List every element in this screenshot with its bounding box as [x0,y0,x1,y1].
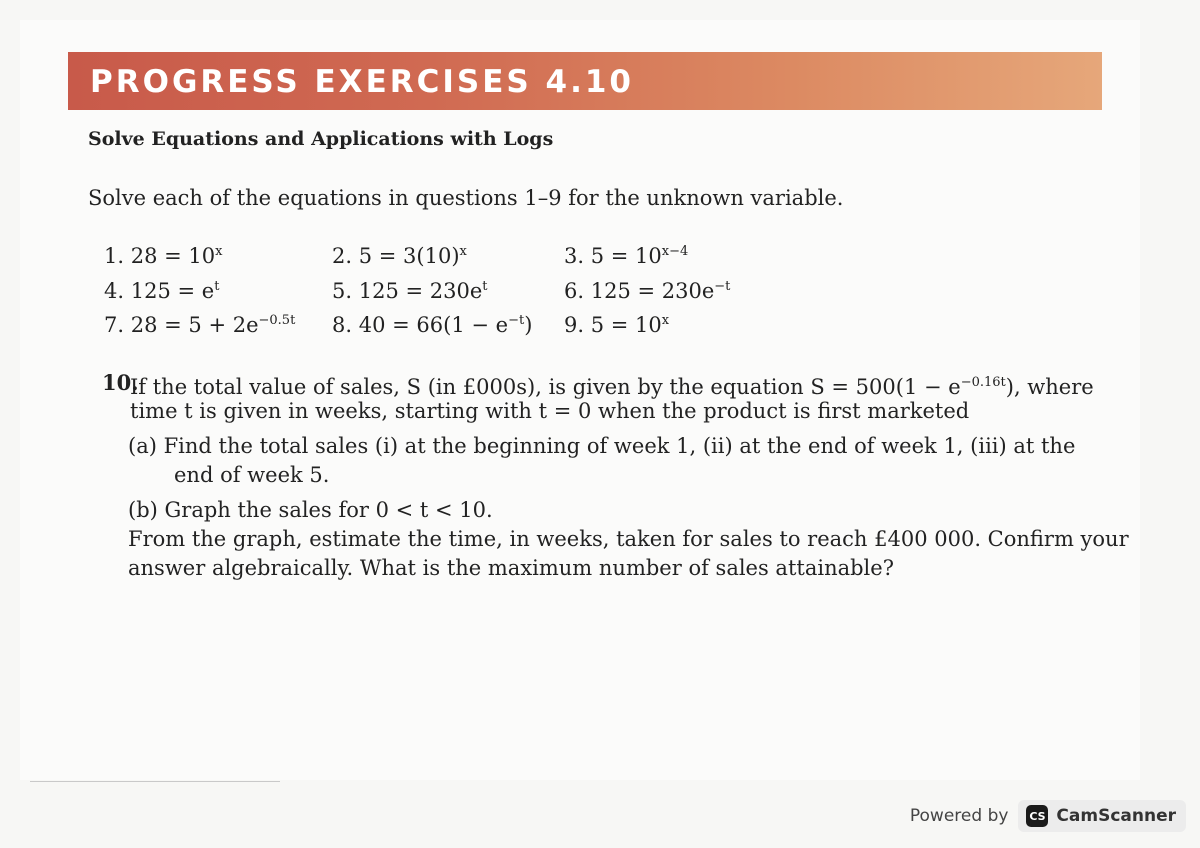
equation-3: 3. $5 = 10^{x-4}$ [564,244,689,268]
equation-9: 9. $5 = 10^x$ [564,313,670,337]
page-divider [30,781,280,782]
powered-by-label: Powered by [909,806,1009,826]
equation-7: 7. $28 = 5 + 2e^{-0.5t}$ [104,313,296,337]
equation-2: 2. $5 = 3(10)^x$ [332,244,467,268]
camscanner-logo-icon: CS [1026,805,1048,827]
equation-4: 4. $125 = e^t$ [104,279,220,303]
instruction-text: Solve each of the equations in questions 1–9 for the unknown variable. [88,186,844,210]
scanner-watermark [910,798,1186,834]
equation-5: 5. $125 = 230e^t$ [332,279,488,303]
section-header-bar [68,52,1102,110]
question-10-line-2: time t is given in weeks, starting with t = 0 when the product is first marketed [130,399,970,423]
camscanner-badge [1018,800,1186,832]
section-title: PROGRESS EXERCISES 4.10 [90,64,635,100]
camscanner-brand: CamScanner [1056,806,1176,826]
question-10-part-a: (a) Find the total sales (i) at the beginning of week 1, (ii) at the end of week 1, (iii) at the [128,434,1076,458]
question-10-line-1: If the total value of sales, S (in £000s), is given by the equation $S = 500(1 - e^{-0.16t})$, where [130,375,1094,399]
question-10-part-b: (b) Graph the sales for 0 < t < 10. [128,498,493,522]
equation-6: 6. $125 = 230e^{-t}$ [564,279,731,303]
question-10-number: 10. [102,370,139,395]
question-10-part-a-cont: end of week 5. [174,463,330,487]
question-10-part-b-line-3: answer algebraically. What is the maximum number of sales attainable? [128,556,894,580]
section-subtitle: Solve Equations and Applications with Logs [88,128,554,150]
question-10-part-b-line-2: From the graph, estimate the time, in weeks, taken for sales to reach £400 000. Confirm your [128,527,1129,551]
equation-1: 1. $28 = 10^x$ [104,244,223,268]
equation-8: 8. $40 = 66(1 - e^{-t})$ [332,313,533,337]
